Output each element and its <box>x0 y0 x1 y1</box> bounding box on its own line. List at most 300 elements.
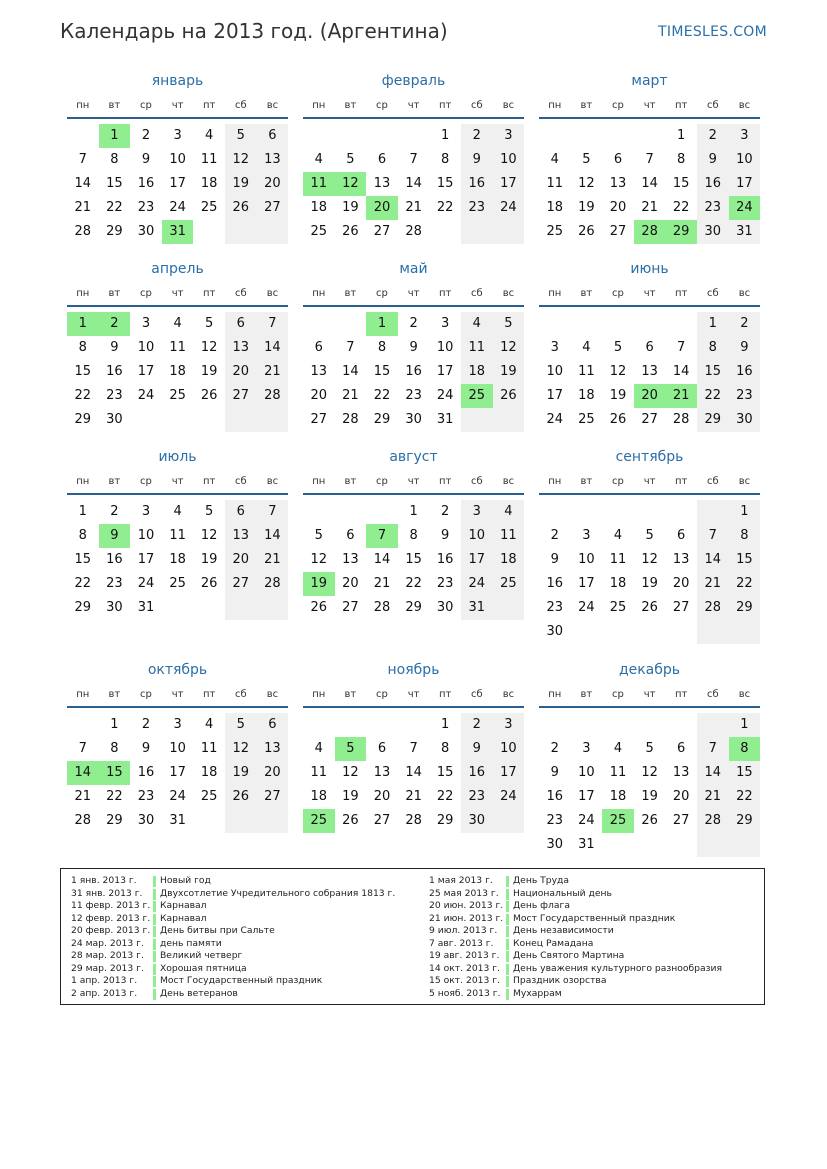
day-cell: 22 <box>74 576 92 591</box>
legend-date: 25 мая 2013 г. <box>429 887 499 899</box>
legend-date: 9 июл. 2013 г. <box>429 925 498 936</box>
weekday-label: вс <box>502 100 515 111</box>
weekday-label: пн <box>548 100 562 111</box>
weekday-label: сб <box>706 288 719 299</box>
legend-marker <box>506 876 509 887</box>
day-cell: 23 <box>436 576 454 591</box>
weekday-label: вс <box>266 288 279 299</box>
month-name: октябрь <box>147 662 208 678</box>
holiday-day-cell: 19 <box>303 572 335 596</box>
holiday-day-cell: 20 <box>634 384 666 408</box>
day-cell: 3 <box>141 504 151 519</box>
day-cell: 12 <box>578 176 595 191</box>
empty-weekend-cell <box>225 596 257 620</box>
day-cell: 12 <box>200 528 218 543</box>
day-cell: 15 <box>405 552 422 567</box>
day-cell: 3 <box>550 340 559 355</box>
day-cell: 20 <box>672 576 690 591</box>
day-cell: 10 <box>578 552 595 567</box>
weekday-label: ср <box>140 476 152 487</box>
empty-weekend-cell <box>697 713 729 737</box>
day-cell: 7 <box>346 340 355 355</box>
day-cell: 14 <box>405 765 422 780</box>
day-cell: 16 <box>106 552 123 567</box>
holiday-day-cell: 28 <box>634 220 666 244</box>
day-cell: 9 <box>110 340 119 355</box>
site-link[interactable]: TIMESLES.COM <box>658 24 767 40</box>
day-cell: 8 <box>78 340 87 355</box>
legend-holiday-name: День ветеранов <box>160 987 238 999</box>
month-header-rule <box>67 706 288 708</box>
legend-holiday-name: Мухаррам <box>513 987 562 999</box>
day-cell: 4 <box>582 340 591 355</box>
empty-weekend-cell <box>225 809 257 833</box>
weekday-label: вс <box>502 476 515 487</box>
day-cell: 25 <box>169 576 186 591</box>
day-cell: 27 <box>373 224 391 239</box>
legend-date: 7 авг. 2013 г. <box>429 937 494 949</box>
month-header-rule <box>539 706 760 708</box>
legend-marker <box>506 976 509 987</box>
day-cell: 28 <box>74 224 92 239</box>
day-cell: 1 <box>441 717 450 732</box>
weekday-label: вс <box>266 689 279 700</box>
legend-holiday-name: Новый год <box>160 875 211 886</box>
weekday-label: сб <box>706 100 719 111</box>
day-cell: 17 <box>578 576 595 591</box>
day-cell: 5 <box>613 340 623 355</box>
weekday-label: пн <box>312 100 326 111</box>
month-header-rule <box>539 493 760 495</box>
weekday-label: пт <box>439 476 452 487</box>
weekday-label: пн <box>76 288 90 299</box>
day-cell: 14 <box>257 336 289 360</box>
day-cell: 30 <box>546 624 564 639</box>
day-cell: 18 <box>200 176 218 191</box>
holiday-day-cell: 24 <box>729 196 761 220</box>
weekday-label: сб <box>470 689 483 700</box>
day-cell: 4 <box>550 152 559 167</box>
day-cell: 25 <box>310 224 328 239</box>
day-cell: 7 <box>697 524 729 548</box>
day-cell: 19 <box>225 172 257 196</box>
month-name: февраль <box>381 73 446 89</box>
day-cell: 21 <box>257 360 289 384</box>
day-cell: 18 <box>310 200 328 215</box>
legend-marker <box>153 951 156 962</box>
day-cell: 16 <box>405 364 422 379</box>
day-cell: 5 <box>582 152 591 167</box>
day-cell: 9 <box>141 741 151 756</box>
holiday-day-cell: 14 <box>67 761 99 785</box>
day-cell: 10 <box>137 528 155 543</box>
holiday-day-cell: 7 <box>366 524 398 548</box>
legend-marker <box>153 889 156 900</box>
legend-date: 29 мар. 2013 г. <box>71 962 144 974</box>
day-cell: 24 <box>169 200 186 215</box>
day-cell: 18 <box>609 576 627 591</box>
weekday-label: чт <box>407 288 420 299</box>
empty-weekend-cell <box>257 220 289 244</box>
day-cell: 16 <box>546 789 564 804</box>
day-cell: 11 <box>169 528 186 543</box>
day-cell: 2 <box>729 312 761 336</box>
day-cell: 30 <box>697 220 729 244</box>
weekday-label: чт <box>171 476 184 487</box>
day-cell: 4 <box>205 717 214 732</box>
day-cell: 31 <box>729 220 761 244</box>
empty-weekend-cell <box>493 596 525 620</box>
day-cell: 22 <box>697 384 729 408</box>
day-cell: 22 <box>106 200 123 215</box>
day-cell: 12 <box>225 737 257 761</box>
day-cell: 6 <box>257 124 289 148</box>
weekday-label: вт <box>344 476 357 487</box>
day-cell: 11 <box>493 524 525 548</box>
day-cell: 14 <box>405 176 422 191</box>
weekday-label: пн <box>76 476 90 487</box>
day-cell: 26 <box>578 224 595 239</box>
empty-weekend-cell <box>697 620 729 644</box>
weekday-label: вс <box>738 288 751 299</box>
weekday-label: вт <box>580 288 593 299</box>
day-cell: 3 <box>493 713 525 737</box>
day-cell: 28 <box>405 813 422 828</box>
day-cell: 6 <box>645 340 654 355</box>
legend-holiday-name: Праздник озорства <box>513 975 607 986</box>
weekday-label: сб <box>234 476 247 487</box>
weekday-label: сб <box>234 689 247 700</box>
day-cell: 26 <box>641 813 658 828</box>
day-cell: 6 <box>377 152 387 167</box>
empty-weekend-cell <box>493 809 525 833</box>
day-cell: 7 <box>409 152 418 167</box>
day-cell: 27 <box>672 600 690 615</box>
day-cell: 1 <box>677 128 686 143</box>
day-cell: 3 <box>173 717 182 732</box>
day-cell: 10 <box>169 741 186 756</box>
day-cell: 30 <box>405 412 422 427</box>
empty-weekend-cell <box>225 220 257 244</box>
weekday-label: вт <box>344 288 357 299</box>
day-cell: 17 <box>493 172 525 196</box>
day-cell: 10 <box>461 524 493 548</box>
weekday-label: пт <box>203 476 216 487</box>
legend-date: 11 февр. 2013 г. <box>71 900 151 911</box>
holiday-day-cell: 1 <box>99 124 131 148</box>
day-cell: 16 <box>461 761 493 785</box>
legend-date: 31 янв. 2013 г. <box>71 887 143 899</box>
day-cell: 5 <box>205 316 214 331</box>
day-cell: 28 <box>257 572 289 596</box>
day-cell: 19 <box>342 200 359 215</box>
day-cell: 21 <box>405 789 422 804</box>
day-cell: 13 <box>342 552 359 567</box>
month-name: июнь <box>630 261 669 277</box>
day-cell: 22 <box>436 200 454 215</box>
day-cell: 13 <box>310 364 328 379</box>
holiday-day-cell: 15 <box>99 761 131 785</box>
weekday-label: сб <box>706 476 719 487</box>
day-cell: 18 <box>169 364 186 379</box>
weekday-label: ср <box>612 100 624 111</box>
holiday-day-cell: 21 <box>665 384 697 408</box>
day-cell: 4 <box>613 528 623 543</box>
day-cell: 5 <box>493 312 525 336</box>
weekday-label: сб <box>234 288 247 299</box>
day-cell: 8 <box>377 340 387 355</box>
day-cell: 15 <box>436 176 454 191</box>
day-cell: 23 <box>546 600 564 615</box>
day-cell: 18 <box>546 200 564 215</box>
holiday-day-cell: 11 <box>303 172 335 196</box>
day-cell: 15 <box>729 548 761 572</box>
day-cell: 9 <box>409 340 418 355</box>
day-cell: 20 <box>257 761 289 785</box>
day-cell: 29 <box>106 813 123 828</box>
day-cell: 26 <box>200 576 218 591</box>
weekday-label: сб <box>706 689 719 700</box>
day-cell: 23 <box>697 196 729 220</box>
day-cell: 25 <box>609 600 627 615</box>
weekday-label: чт <box>407 100 420 111</box>
day-cell: 7 <box>257 312 289 336</box>
weekday-label: пт <box>675 476 688 487</box>
day-cell: 28 <box>257 384 289 408</box>
day-cell: 13 <box>373 176 391 191</box>
day-cell: 17 <box>546 388 564 403</box>
day-cell: 4 <box>205 128 214 143</box>
day-cell: 4 <box>613 741 623 756</box>
day-cell: 27 <box>257 785 289 809</box>
day-cell: 6 <box>613 152 623 167</box>
day-cell: 27 <box>373 813 391 828</box>
month-header-rule <box>539 117 760 119</box>
day-cell: 22 <box>373 388 391 403</box>
day-cell: 24 <box>461 572 493 596</box>
day-cell: 11 <box>461 336 493 360</box>
day-cell: 11 <box>578 364 595 379</box>
month-name: ноябрь <box>387 662 440 678</box>
day-cell: 4 <box>173 316 182 331</box>
holiday-day-cell: 2 <box>99 312 131 336</box>
day-cell: 24 <box>169 789 186 804</box>
day-cell: 16 <box>137 765 155 780</box>
day-cell: 13 <box>373 765 391 780</box>
day-cell: 8 <box>409 528 418 543</box>
day-cell: 8 <box>677 152 686 167</box>
day-cell: 24 <box>578 600 595 615</box>
day-cell: 6 <box>346 528 355 543</box>
day-cell: 3 <box>493 124 525 148</box>
weekday-label: пт <box>203 100 216 111</box>
day-cell: 27 <box>225 384 257 408</box>
month-header-rule <box>303 493 524 495</box>
day-cell: 13 <box>672 765 690 780</box>
day-cell: 21 <box>74 789 92 804</box>
day-cell: 7 <box>78 741 87 756</box>
day-cell: 22 <box>672 200 690 215</box>
day-cell: 8 <box>441 152 450 167</box>
day-cell: 22 <box>74 388 92 403</box>
day-cell: 16 <box>137 176 155 191</box>
day-cell: 29 <box>106 224 123 239</box>
day-cell: 18 <box>310 789 328 804</box>
day-cell: 10 <box>578 765 595 780</box>
legend-holiday-name: Конец Рамадана <box>513 937 594 949</box>
holiday-day-cell: 25 <box>602 809 634 833</box>
day-cell: 17 <box>137 552 155 567</box>
day-cell: 3 <box>461 500 493 524</box>
day-cell: 24 <box>137 576 155 591</box>
holiday-day-cell: 12 <box>335 172 367 196</box>
day-cell: 16 <box>436 552 454 567</box>
legend-date: 28 мар. 2013 г. <box>71 950 144 961</box>
month-header-rule <box>303 117 524 119</box>
day-cell: 4 <box>493 500 525 524</box>
weekday-label: пн <box>548 288 562 299</box>
day-cell: 14 <box>697 761 729 785</box>
day-cell: 16 <box>546 576 564 591</box>
legend-marker <box>153 901 156 912</box>
day-cell: 14 <box>373 552 391 567</box>
legend-marker <box>506 989 509 1000</box>
day-cell: 28 <box>342 412 359 427</box>
empty-weekend-cell <box>729 620 761 644</box>
day-cell: 19 <box>225 761 257 785</box>
day-cell: 1 <box>78 504 87 519</box>
day-cell: 22 <box>729 572 761 596</box>
weekday-label: вс <box>502 288 515 299</box>
legend-marker <box>506 964 509 975</box>
day-cell: 30 <box>461 809 493 833</box>
day-cell: 13 <box>225 336 257 360</box>
day-cell: 15 <box>373 364 391 379</box>
empty-weekend-cell <box>257 809 289 833</box>
day-cell: 20 <box>310 388 328 403</box>
day-cell: 10 <box>169 152 186 167</box>
month-name: январь <box>151 73 204 89</box>
day-cell: 25 <box>578 412 595 427</box>
day-cell: 24 <box>493 785 525 809</box>
weekday-label: сб <box>470 100 483 111</box>
day-cell: 1 <box>729 500 761 524</box>
month-name: апрель <box>151 261 204 277</box>
day-cell: 20 <box>225 548 257 572</box>
month-name: июль <box>158 449 197 465</box>
day-cell: 24 <box>546 412 564 427</box>
weekday-label: вт <box>580 689 593 700</box>
day-cell: 15 <box>74 552 92 567</box>
legend-date: 5 нояб. 2013 г. <box>429 987 501 999</box>
weekday-label: чт <box>643 476 656 487</box>
legend-marker <box>506 926 509 937</box>
day-cell: 5 <box>314 528 323 543</box>
day-cell: 21 <box>74 200 92 215</box>
day-cell: 18 <box>200 765 218 780</box>
month-name: декабрь <box>618 662 681 678</box>
day-cell: 26 <box>641 600 658 615</box>
holiday-day-cell: 9 <box>99 524 131 548</box>
weekday-label: пн <box>76 689 90 700</box>
day-cell: 27 <box>609 224 627 239</box>
weekday-label: пн <box>312 689 326 700</box>
legend-marker <box>506 939 509 950</box>
day-cell: 19 <box>609 388 627 403</box>
day-cell: 8 <box>110 152 119 167</box>
legend-marker <box>153 914 156 925</box>
legend-marker <box>153 876 156 887</box>
day-cell: 19 <box>200 364 218 379</box>
day-cell: 18 <box>461 360 493 384</box>
day-cell: 2 <box>550 528 559 543</box>
day-cell: 23 <box>461 196 493 220</box>
day-cell: 26 <box>225 785 257 809</box>
day-cell: 27 <box>257 196 289 220</box>
month-name: май <box>399 261 428 277</box>
day-cell: 26 <box>200 388 218 403</box>
legend-holiday-name: День Труда <box>513 875 570 886</box>
legend-date: 1 мая 2013 г. <box>429 875 493 886</box>
weekday-label: чт <box>171 288 184 299</box>
day-cell: 1 <box>110 717 119 732</box>
legend-date: 12 февр. 2013 г. <box>71 912 151 924</box>
legend-date: 20 февр. 2013 г. <box>71 925 151 936</box>
day-cell: 18 <box>169 552 186 567</box>
legend-holiday-name: День флага <box>513 900 570 911</box>
day-cell: 13 <box>672 552 690 567</box>
day-cell: 23 <box>461 785 493 809</box>
holiday-day-cell: 1 <box>366 312 398 336</box>
weekday-label: сб <box>470 476 483 487</box>
day-cell: 3 <box>729 124 761 148</box>
holiday-day-cell: 25 <box>303 809 335 833</box>
legend-marker <box>506 914 509 925</box>
legend-holiday-name: Мост Государственный праздник <box>513 912 676 924</box>
day-cell: 6 <box>677 528 686 543</box>
day-cell: 3 <box>582 741 591 756</box>
legend-marker <box>506 951 509 962</box>
day-cell: 27 <box>225 572 257 596</box>
day-cell: 2 <box>461 713 493 737</box>
day-cell: 10 <box>546 364 564 379</box>
day-cell: 19 <box>578 200 595 215</box>
day-cell: 18 <box>609 789 627 804</box>
day-cell: 15 <box>729 761 761 785</box>
weekday-label: чт <box>171 100 184 111</box>
month-name: август <box>389 449 438 465</box>
day-cell: 9 <box>461 737 493 761</box>
legend-holiday-name: Двухсотлетие Учредительного собрания 1813 г. <box>160 887 396 899</box>
empty-weekend-cell <box>697 833 729 857</box>
day-cell: 31 <box>578 837 595 852</box>
day-cell: 20 <box>225 360 257 384</box>
legend-date: 1 апр. 2013 г. <box>71 975 138 986</box>
weekday-label: чт <box>643 689 656 700</box>
day-cell: 31 <box>169 813 186 828</box>
day-cell: 30 <box>729 408 761 432</box>
day-cell: 2 <box>461 124 493 148</box>
day-cell: 23 <box>137 200 155 215</box>
day-cell: 27 <box>672 813 690 828</box>
day-cell: 25 <box>546 224 564 239</box>
legend-date: 14 окт. 2013 г. <box>429 962 501 974</box>
legend-marker <box>153 964 156 975</box>
day-cell: 21 <box>257 548 289 572</box>
day-cell: 5 <box>225 713 257 737</box>
day-cell: 31 <box>436 412 454 427</box>
day-cell: 14 <box>257 524 289 548</box>
